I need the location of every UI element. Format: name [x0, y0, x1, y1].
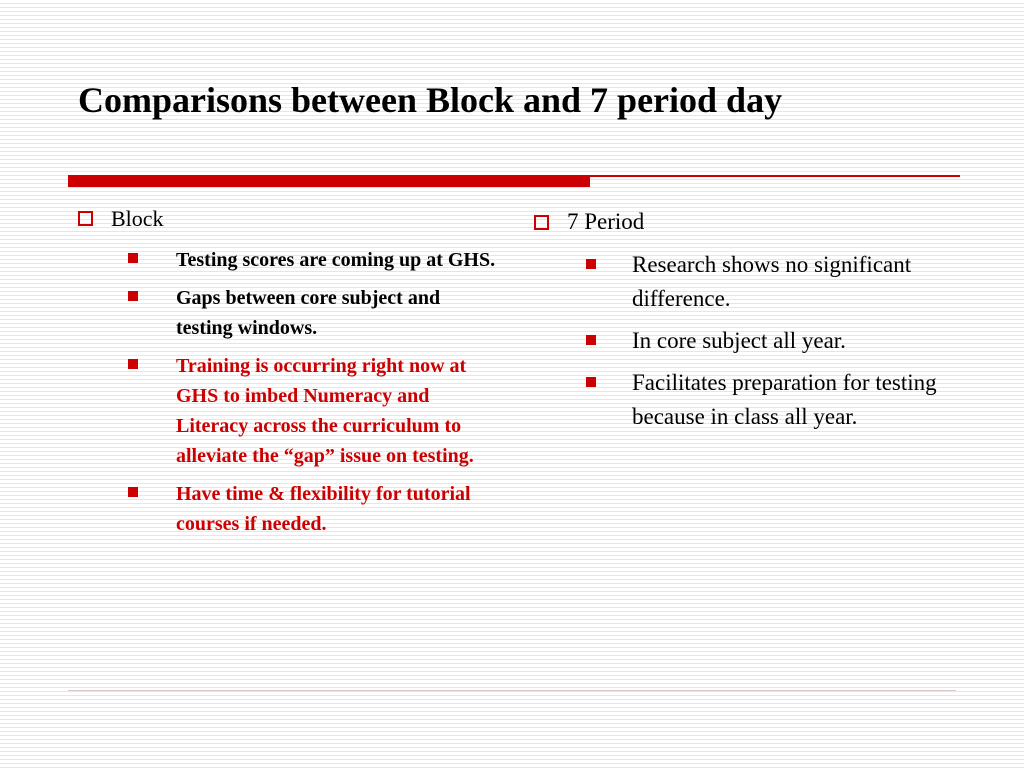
list-item	[586, 248, 944, 316]
filled-square-bullet-icon	[128, 359, 138, 369]
block-points-container	[78, 245, 498, 539]
block-point-text-highlighted: Have time & flexibility for tutorial courses if needed.	[176, 483, 471, 535]
filled-square-bullet-icon	[128, 487, 138, 497]
hollow-square-bullet-icon	[78, 211, 93, 226]
list-item	[128, 245, 498, 275]
title-accent-bar	[68, 175, 590, 187]
seven-period-point-text: In core subject all year.	[632, 328, 846, 353]
block-point-text: Testing scores are coming up at GHS.	[176, 249, 496, 271]
seven-period-column	[534, 207, 944, 442]
seven-period-point-text: Research shows no significant difference.	[632, 252, 912, 311]
seven-period-heading-item	[534, 207, 944, 237]
filled-square-bullet-icon	[586, 335, 596, 345]
list-item	[586, 324, 944, 358]
filled-square-bullet-icon	[586, 259, 596, 269]
slide-title: Comparisons between Block and 7 period day	[78, 80, 783, 120]
filled-square-bullet-icon	[128, 253, 138, 263]
list-item	[128, 479, 498, 539]
list-item	[128, 351, 498, 471]
list-item	[128, 283, 498, 343]
block-heading-item	[78, 205, 498, 233]
footer-divider	[68, 690, 956, 691]
block-points-list	[128, 245, 498, 539]
block-point-text: Gaps between core subject and testing windows.	[176, 287, 441, 339]
filled-square-bullet-icon	[128, 291, 138, 301]
seven-period-points-container	[534, 248, 944, 434]
block-column	[78, 205, 498, 547]
filled-square-bullet-icon	[586, 377, 596, 387]
list-item	[586, 366, 944, 434]
seven-period-heading: 7 Period	[567, 209, 645, 234]
block-heading: Block	[111, 206, 164, 231]
hollow-square-bullet-icon	[534, 215, 549, 230]
block-point-text-highlighted: Training is occurring right now at GHS to imbed Numeracy and Literacy across the curriculum to alleviate the “gap” issue on testing.	[176, 355, 474, 467]
seven-period-points-list	[586, 248, 944, 434]
seven-period-point-text: Facilitates preparation for testing because in class all year.	[632, 370, 937, 429]
